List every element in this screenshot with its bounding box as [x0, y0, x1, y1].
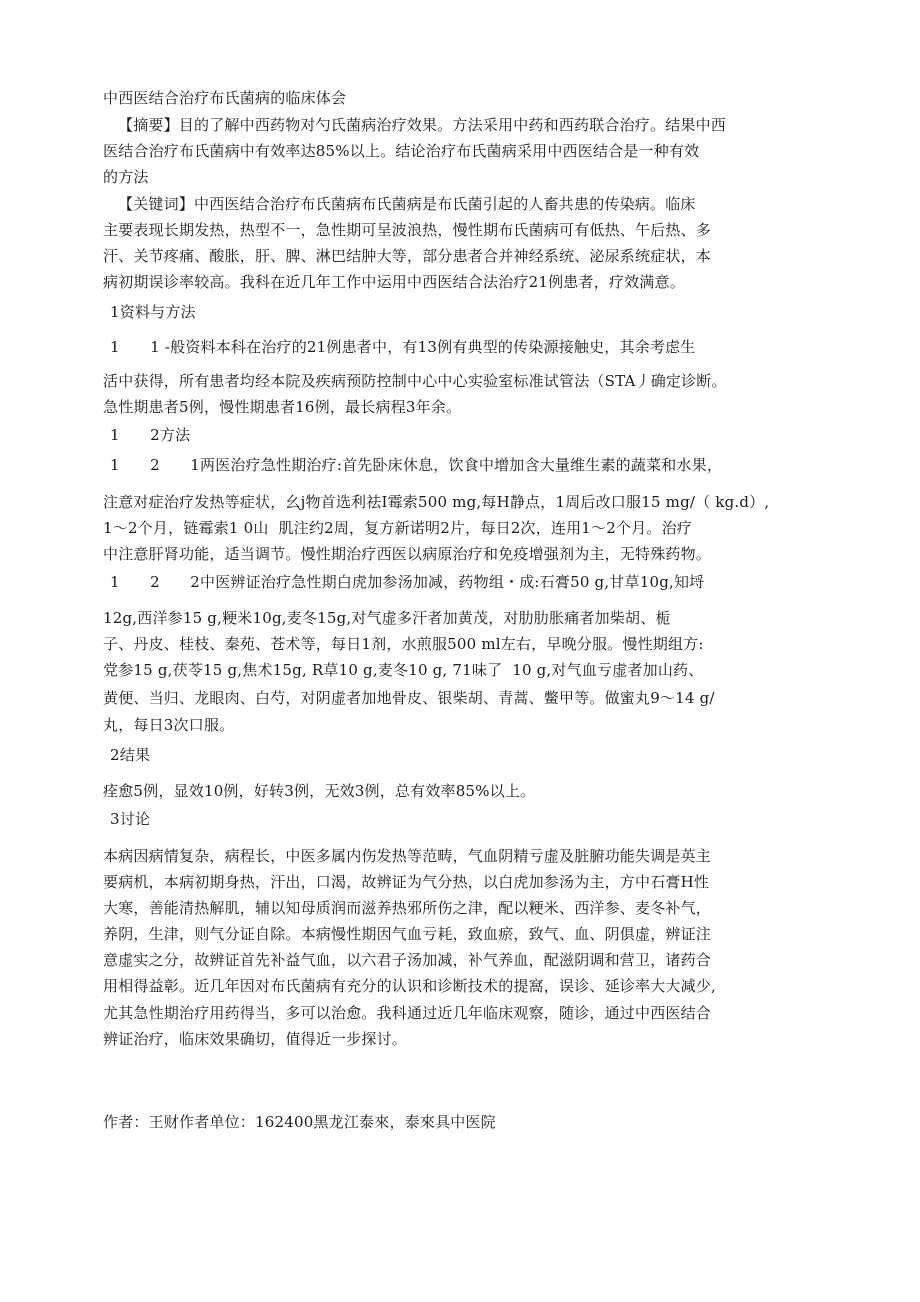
section-1-2-2-line-5: 黄便、当归、龙眼肉、白芍，对阴虚者加地骨皮、银柴胡、青蒿、鳖甲等。做蜜丸9～14 g/ — [103, 689, 715, 707]
document-title: 中西医结合治疗布氏菌病的临床体会 — [103, 89, 347, 107]
section-1-2-heading: 1 2方法 — [110, 426, 191, 444]
section-3-line-1: 本病因病情复杂，病程长，中医多属内伤发热等范畴，气血阴精亏虚及脏腑功能失调是英主 — [103, 847, 712, 865]
abstract-line-3: 的方法 — [103, 168, 149, 186]
section-2-text: 痊愈5例，显效10例，好转3例，无效3例，总有效率85%以上。 — [103, 782, 536, 800]
author-info: 作者：王财作者单位：162400黑龙江泰來，泰來具中医院 — [103, 1113, 496, 1131]
keywords-line-1: 【关键词】中西医结合治疗布氏菌病布氏菌病是布氏菌引起的人畜共患的传染病。临床 — [118, 195, 696, 213]
abstract-line-2: 医结合治疗布氏菌病中有效率达85%以上。结论治疗布氏菌病采用中西医结合是一种有效 — [103, 142, 700, 160]
section-1-1-line-2: 活中获得，所有患者均经本院及疾病预防控制中心中心实验室标准试管法（STA丿确定诊断。 — [103, 372, 727, 390]
section-3-line-8: 辨证治疗，临床效果确切，值得近一步探讨。 — [103, 1030, 408, 1048]
abstract-line-1: 【摘要】目的了解中西药物对勺氏菌病治疗效果。方法采用中药和西药联合治疗。结果中西 — [118, 116, 727, 134]
section-1-1-line-1: 1 1 -般资料本科在治疗的21例患者中，有13例有典型的传染源接触史，其余考虑生 — [110, 338, 696, 356]
section-3-line-5: 意虚实之分，故辨证首先补益气血，以六君子汤加减，补气养血，配滋阴调和营卫，诸药合 — [103, 951, 712, 969]
section-3-line-2: 要病机，本病初期身热，汗出，口渴，故辨证为气分热，以白虎加参汤为主，方中石膏H性 — [103, 873, 710, 891]
section-1-2-2-line-3: 子、丹皮、桂枝、秦苑、苍术等，每日1剂，水煎服500 ml左右，早晚分服。慢性期组方: — [103, 635, 704, 653]
section-3-heading: 3讨论 — [110, 810, 151, 828]
keywords-line-2: 主要表现长期发热，热型不一，急性期可呈波浪热，慢性期布氏菌病可有低热、午后热、多 — [103, 221, 712, 239]
section-1-2-1-line-3: 1～2个月，链霉索1 0山 肌注约2周，复方新诺明2片，每日2次，连用1～2个月。治疗 — [103, 519, 692, 537]
section-1-2-2-line-4: 党参15 g,茯苓15 g,焦术15g, R草10 g,麦冬10 g, 71味了 10 g,对气血亏虚者加山药、 — [103, 661, 704, 679]
keywords-line-4: 病初期误诊率较高。我科在近几年工作中运用中西医结合法治疗21例患者，疗效满意。 — [103, 273, 685, 291]
section-1-1-line-3: 急性期患者5例，慢性期患者16例，最长病程3年余。 — [103, 398, 462, 416]
section-3-line-3: 大寒，善能清热解肌，辅以知母质润而滋养热邪所伤之津，配以粳米、西洋参、麦冬补气， — [103, 899, 712, 917]
keywords-line-3: 汗、关节疼痛、酸胀，肝、脾、淋巴结肿大等，部分患者合并神经系统、泌尿系统症状，本 — [103, 247, 712, 265]
section-1-2-1-line-4: 中注意肝肾功能，适当调节。慢性期治疗西医以病原治疗和免疫增强剂为主，无特殊药物。 — [103, 545, 712, 563]
section-1-2-1-line-1: 1 2 1两医治疗急性期治疗:首先卧床休息，饮食中增加含大量维生素的蔬菜和水果， — [110, 456, 723, 474]
section-3-line-7: 尤其急性期治疗用药得当，多可以治愈。我科通过近几年临床观察，随诊，通过中西医结合 — [103, 1004, 712, 1022]
section-1-2-1-line-2: 注意对症治疗发热等症状，幺j物首选利祛I霉索500 mg,每H静点，1周后改口服15 mg/（ kg.d）, — [103, 493, 770, 511]
section-3-line-4: 养阴，生津，则气分证自除。本病慢性期因气血亏耗，致血瘀，致气、血、阴俱虚，辨证注 — [103, 925, 712, 943]
section-3-line-6: 用相得益彰。近几年因对布氏菌病有充分的认识和诊断技术的提窩，误诊、延诊率大大减少, — [103, 977, 716, 995]
section-1-2-2-line-6: 丸，每日3次口服。 — [103, 716, 235, 734]
section-1-2-2-line-2: 12g,西洋参15 g,粳米10g,麦冬15g,对气虚多汗者加黄茂，对肋肋胀痛者加柴胡、栀 — [103, 609, 671, 627]
section-2-heading: 2结果 — [110, 746, 151, 764]
section-1-heading: 1资料与方法 — [110, 303, 196, 321]
section-1-2-2-line-1: 1 2 2中医辨证治疗急性期白虎加参汤加减，药物组・成:石膏50 g,甘草10g,知埒 — [110, 573, 705, 591]
